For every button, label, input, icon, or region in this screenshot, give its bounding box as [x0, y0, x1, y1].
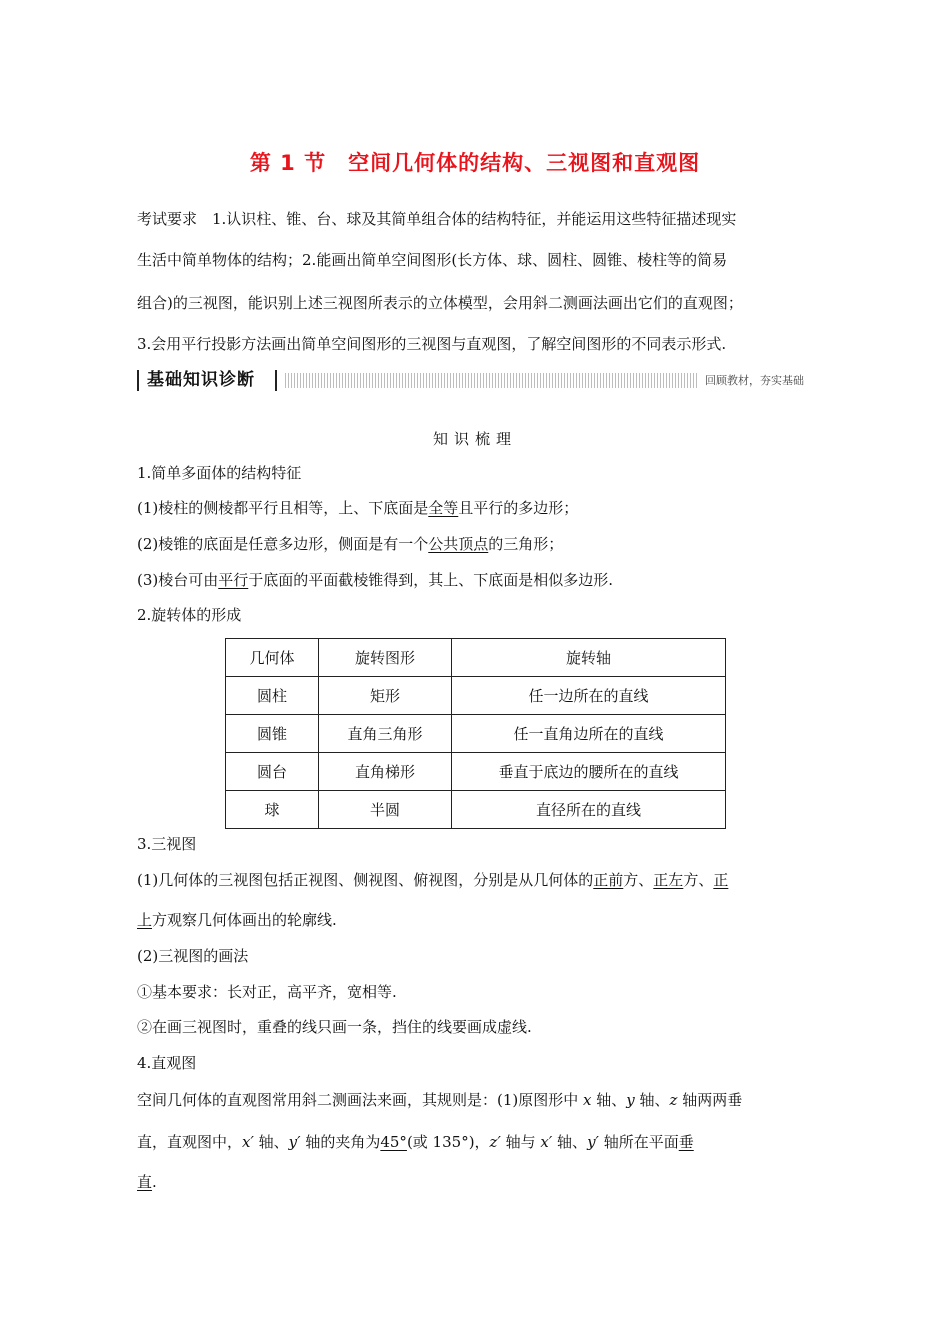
table-header-row	[226, 639, 726, 677]
text: 且平行的多边形；	[458, 499, 579, 517]
section-banner	[137, 370, 812, 391]
text: 轴两两垂	[677, 1091, 743, 1109]
text: .	[152, 1173, 157, 1191]
text: 轴的夹角为	[300, 1133, 381, 1151]
math-var: y′	[288, 1133, 301, 1151]
knowledge-heading: 知识梳理	[432, 430, 517, 448]
text: (3)棱台可由	[137, 571, 219, 589]
table-cell: 垂直于底边的腰所在的直线	[452, 753, 726, 791]
table-cell: 球	[226, 791, 319, 829]
section-1-item-1	[137, 497, 578, 519]
text: (或 135°)，	[406, 1133, 490, 1151]
text: (2)棱锥的底面是任意多边形，侧面是有一个	[137, 535, 429, 553]
table-cell: 圆柱	[226, 677, 319, 715]
table-cell: 圆台	[226, 753, 319, 791]
text: 的三角形；	[488, 535, 564, 553]
blank-answer: 直	[137, 1173, 153, 1191]
text: 方、	[623, 871, 654, 889]
requirements-line-4: 3.会用平行投影方法画出简单空间图形的三视图与直观图，了解空间图形的不同表示形式.	[137, 335, 727, 353]
section-3-item-1	[137, 869, 728, 891]
math-var: x	[583, 1091, 592, 1109]
text: 轴、	[634, 1091, 670, 1109]
blank-answer: 正左	[653, 871, 684, 889]
text: (1)几何体的三视图包括正视图、侧视图、俯视图，分别是从几何体的	[137, 871, 594, 889]
text: 方观察几何体画出的轮廓线.	[152, 911, 337, 929]
math-var: y	[626, 1091, 635, 1109]
text: 方、	[683, 871, 714, 889]
blank-answer: 正	[713, 871, 729, 889]
table-row	[226, 753, 726, 791]
section-2-heading: 2.旋转体的形成	[137, 606, 242, 624]
table-header: 旋转轴	[452, 639, 726, 677]
section-3-item-4: ②在画三视图时，重叠的线只画一条，挡住的线要画成虚线.	[137, 1018, 532, 1036]
page-title: 第 1 节 空间几何体的结构、三视图和直观图	[249, 151, 701, 175]
text: 轴所在平面	[598, 1133, 679, 1151]
requirements-line-1: 考试要求 1.认识柱、锥、台、球及其简单组合体的结构特征，并能运用这些特征描述现实	[137, 210, 737, 228]
banner-subtitle: 回顾教材，夯实基础	[697, 370, 812, 391]
table-cell: 圆锥	[226, 715, 319, 753]
requirements-line-3: 组合)的三视图，能识别上述三视图所表示的立体模型，会用斜二测画法画出它们的直观图；	[137, 294, 743, 312]
text: 直，直观图中，	[137, 1133, 243, 1151]
text: 于底面的平面截棱锥得到，其上、下底面是相似多边形.	[248, 571, 614, 589]
text: 轴、	[591, 1091, 627, 1109]
table-row	[226, 715, 726, 753]
section-3-heading: 3.三视图	[137, 835, 197, 853]
table-cell: 任一边所在的直线	[452, 677, 726, 715]
text: 轴、	[253, 1133, 289, 1151]
table-cell: 直角梯形	[319, 753, 452, 791]
section-3-item-1-cont	[137, 909, 337, 931]
requirements-line-2: 生活中简单物体的结构；2.能画出简单空间图形(长方体、球、圆柱、圆锥、棱柱等的简易	[137, 251, 728, 269]
section-3-item-3: ①基本要求：长对正，高平齐，宽相等.	[137, 983, 397, 1001]
blank-answer: 公共顶点	[428, 535, 489, 553]
text: 轴与	[500, 1133, 541, 1151]
banner-title: 基础知识诊断	[137, 370, 277, 391]
table-header: 几何体	[226, 639, 319, 677]
table-cell: 直径所在的直线	[452, 791, 726, 829]
section-4-heading: 4.直观图	[137, 1054, 197, 1072]
table-cell: 半圆	[319, 791, 452, 829]
text: 轴、	[552, 1133, 588, 1151]
table-cell: 矩形	[319, 677, 452, 715]
table-row	[226, 791, 726, 829]
text: 空间几何体的直观图常用斜二测画法来画，其规则是：(1)原图形中	[137, 1091, 584, 1109]
text: (1)棱柱的侧棱都平行且相等，上、下底面是	[137, 499, 429, 517]
math-var: y′	[587, 1133, 599, 1151]
blank-answer: 正前	[593, 871, 624, 889]
table-cell: 任一直角边所在的直线	[452, 715, 726, 753]
table-row	[226, 677, 726, 715]
blank-answer: 全等	[428, 499, 459, 517]
section-1-item-3	[137, 569, 613, 591]
section-4-line-2	[137, 1131, 694, 1153]
blank-answer: 平行	[218, 571, 249, 589]
math-var: x′	[540, 1133, 553, 1151]
blank-answer: 垂	[678, 1133, 694, 1151]
math-var: x′	[242, 1133, 254, 1151]
section-1-heading: 1.简单多面体的结构特征	[137, 464, 302, 482]
table-cell: 直角三角形	[319, 715, 452, 753]
section-4-line-3	[137, 1171, 157, 1193]
blank-answer: 上	[137, 911, 153, 929]
rotation-solids-table	[225, 638, 726, 829]
section-3-item-2: (2)三视图的画法	[137, 947, 249, 965]
table-header: 旋转图形	[319, 639, 452, 677]
blank-answer: 45°	[380, 1133, 407, 1151]
math-var: z	[669, 1091, 678, 1109]
section-1-item-2	[137, 533, 563, 555]
section-4-line-1	[137, 1089, 742, 1111]
math-var: z′	[489, 1133, 501, 1151]
